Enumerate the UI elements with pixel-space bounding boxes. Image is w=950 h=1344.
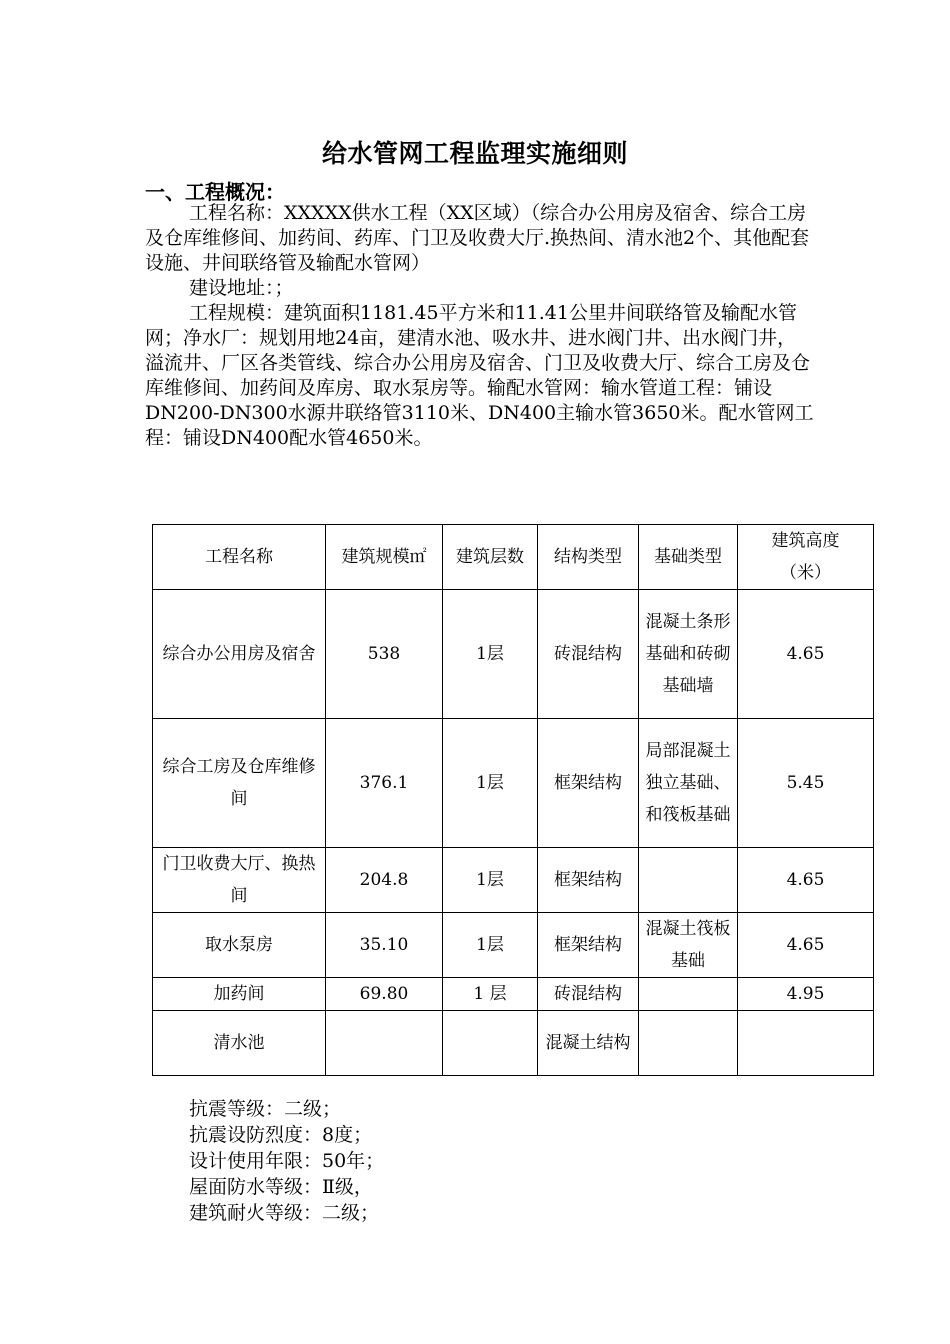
cell-area: 69.80 — [326, 978, 443, 1011]
cell-foundation — [639, 978, 738, 1011]
cell-floors: 1层 — [443, 913, 538, 978]
cell-floors: 1 层 — [443, 978, 538, 1011]
building-specs — [189, 1096, 384, 1226]
header-area: 建筑规模㎡ — [326, 525, 443, 590]
cell-height — [738, 1011, 874, 1076]
section-heading: 一、工程概况： — [145, 180, 285, 204]
table-row — [153, 978, 874, 1011]
project-overview — [145, 201, 815, 451]
header-floors: 建筑层数 — [443, 525, 538, 590]
table-row — [153, 913, 874, 978]
cell-height: 4.65 — [738, 913, 874, 978]
cell-area: 204.8 — [326, 848, 443, 913]
fire-rating-line: 建筑耐火等级：二级； — [189, 1202, 380, 1224]
cell-height: 4.65 — [738, 590, 874, 719]
seismic-grade-line: 抗震等级：二级； — [189, 1098, 342, 1120]
building-table — [152, 524, 874, 1076]
table-row — [153, 719, 874, 848]
cell-name: 综合办公用房及宿舍 — [153, 590, 326, 719]
cell-foundation: 混凝土条形基础和砖砌基础墙 — [639, 590, 738, 719]
cell-name: 清水池 — [153, 1011, 326, 1076]
header-foundation: 基础类型 — [639, 525, 738, 590]
header-name: 工程名称 — [153, 525, 326, 590]
project-name-paragraph: 工程名称：XXXXX供水工程（XX区域）（综合办公用房及宿舍、综合工房及仓库维修间、加药间、药库、门卫及收费大厅.换热间、清水池2个、其他配套设施、井间联络管及输配水管网） — [145, 202, 810, 274]
roof-waterproof-line: 屋面防水等级：Ⅱ级， — [189, 1176, 373, 1198]
cell-area: 376.1 — [326, 719, 443, 848]
cell-floors: 1层 — [443, 719, 538, 848]
cell-height: 4.95 — [738, 978, 874, 1011]
cell-structure: 框架结构 — [538, 719, 639, 848]
table-header-row — [153, 525, 874, 590]
cell-foundation: 混凝土筏板基础 — [639, 913, 738, 978]
cell-name: 取水泵房 — [153, 913, 326, 978]
cell-height: 4.65 — [738, 848, 874, 913]
table-row — [153, 848, 874, 913]
cell-name: 综合工房及仓库维修间 — [153, 719, 326, 848]
cell-area: 35.10 — [326, 913, 443, 978]
cell-foundation — [639, 1011, 738, 1076]
cell-structure: 砖混结构 — [538, 978, 639, 1011]
seismic-intensity-line: 抗震设防烈度：8度； — [189, 1124, 373, 1146]
table-row — [153, 1011, 874, 1076]
document-title: 给水管网工程监理实施细则 — [321, 139, 628, 168]
cell-floors: 1层 — [443, 848, 538, 913]
cell-name: 门卫收费大厅、换热间 — [153, 848, 326, 913]
cell-area: 538 — [326, 590, 443, 719]
cell-structure: 框架结构 — [538, 848, 639, 913]
cell-foundation: 局部混凝土独立基础、和筏板基础 — [639, 719, 738, 848]
cell-structure: 混凝土结构 — [538, 1011, 639, 1076]
cell-structure: 框架结构 — [538, 913, 639, 978]
design-life-line: 设计使用年限：50年； — [189, 1150, 385, 1172]
address-paragraph: 建设地址：； — [189, 277, 294, 299]
table-row — [153, 590, 874, 719]
cell-foundation — [639, 848, 738, 913]
cell-floors — [443, 1011, 538, 1076]
cell-structure: 砖混结构 — [538, 590, 639, 719]
cell-height: 5.45 — [738, 719, 874, 848]
cell-floors: 1层 — [443, 590, 538, 719]
cell-area — [326, 1011, 443, 1076]
header-height: 建筑高度（米） — [738, 525, 874, 590]
cell-name: 加药间 — [153, 978, 326, 1011]
header-structure: 结构类型 — [538, 525, 639, 590]
scale-paragraph: 工程规模：建筑面积1181.45平方米和11.41公里井间联络管及输配水管网；净水厂：规划用地24亩，建清水池、吸水井、进水阀门井、出水阀门井，溢流井、厂区各类管线、综合办公用房及宿舍、门卫及收费大厅、综合工房及仓库维修间、加药间及库房、取水泵房等。输配水管网：输水管道工程：铺设DN200-DN300水源井联络管3110米、DN400主输水管3650米。配水管网工程：铺设DN400配水管4650米。 — [145, 302, 814, 449]
